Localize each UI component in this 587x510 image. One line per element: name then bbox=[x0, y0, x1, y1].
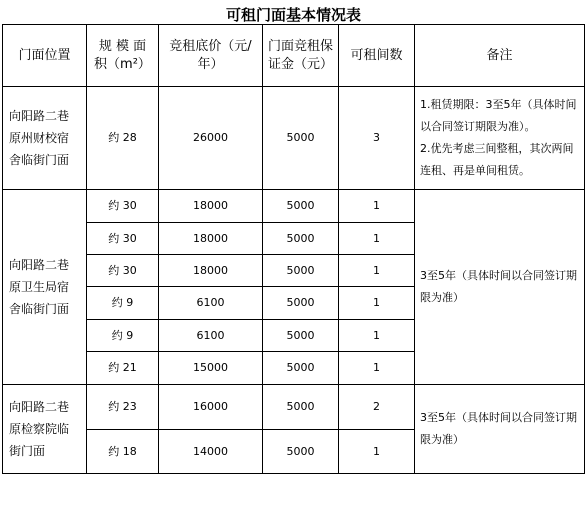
deposit-cell: 5000 bbox=[263, 430, 339, 474]
area-cell: 约 23 bbox=[87, 385, 159, 430]
price-cell: 18000 bbox=[159, 255, 263, 287]
area-cell: 约 21 bbox=[87, 352, 159, 385]
count-cell: 1 bbox=[339, 430, 415, 474]
table-title: 可租门面基本情况表 bbox=[225, 6, 361, 24]
header-location: 门面位置 bbox=[3, 25, 87, 87]
table-row bbox=[3, 87, 585, 190]
price-cell: 15000 bbox=[159, 352, 263, 385]
price-cell: 18000 bbox=[159, 190, 263, 223]
area-cell: 约 30 bbox=[87, 190, 159, 223]
remark-line: 2.优先考虑三间整租，其次两间连租、再是单间租赁。 bbox=[420, 142, 574, 177]
deposit-cell: 5000 bbox=[263, 287, 339, 320]
header-price: 竞租底价（元/年） bbox=[159, 25, 263, 87]
remark-line: 3至5年（具体时间以合同签订期限为准） bbox=[420, 269, 577, 304]
count-cell: 3 bbox=[339, 87, 415, 190]
price-cell: 6100 bbox=[159, 320, 263, 352]
rental-table bbox=[2, 24, 585, 474]
remark-line: 3至5年（具体时间以合同签订期限为准） bbox=[420, 411, 577, 446]
price-cell: 26000 bbox=[159, 87, 263, 190]
location-cell: 向阳路二巷原州财校宿舍临街门面 bbox=[3, 87, 87, 190]
deposit-cell: 5000 bbox=[263, 255, 339, 287]
deposit-cell: 5000 bbox=[263, 352, 339, 385]
header-count: 可租间数 bbox=[339, 25, 415, 87]
deposit-cell: 5000 bbox=[263, 190, 339, 223]
area-cell: 约 30 bbox=[87, 223, 159, 255]
price-cell: 16000 bbox=[159, 385, 263, 430]
area-cell: 约 9 bbox=[87, 320, 159, 352]
count-cell: 1 bbox=[339, 255, 415, 287]
header-row bbox=[3, 25, 585, 87]
area-cell: 约 9 bbox=[87, 287, 159, 320]
deposit-cell: 5000 bbox=[263, 87, 339, 190]
area-cell: 约 28 bbox=[87, 87, 159, 190]
deposit-cell: 5000 bbox=[263, 385, 339, 430]
location-cell: 向阳路二巷原检察院临街门面 bbox=[3, 385, 87, 474]
count-cell: 1 bbox=[339, 190, 415, 223]
count-cell: 1 bbox=[339, 352, 415, 385]
count-cell: 2 bbox=[339, 385, 415, 430]
price-cell: 6100 bbox=[159, 287, 263, 320]
area-cell: 约 30 bbox=[87, 255, 159, 287]
remark-cell bbox=[415, 385, 585, 474]
table-row bbox=[3, 385, 585, 430]
table-row bbox=[3, 190, 585, 223]
count-cell: 1 bbox=[339, 320, 415, 352]
remark-line: 1.租赁期限：3至5年（具体时间以合同签订期限为准）。 bbox=[420, 98, 577, 133]
remark-cell bbox=[415, 190, 585, 385]
remark-cell bbox=[415, 87, 585, 190]
location-cell: 向阳路二巷原卫生局宿舍临街门面 bbox=[3, 190, 87, 385]
header-remark: 备注 bbox=[415, 25, 585, 87]
count-cell: 1 bbox=[339, 287, 415, 320]
price-cell: 18000 bbox=[159, 223, 263, 255]
price-cell: 14000 bbox=[159, 430, 263, 474]
header-deposit: 门面竞租保证金（元） bbox=[263, 25, 339, 87]
header-area: 规 模 面 积（m²） bbox=[87, 25, 159, 87]
count-cell: 1 bbox=[339, 223, 415, 255]
area-cell: 约 18 bbox=[87, 430, 159, 474]
deposit-cell: 5000 bbox=[263, 320, 339, 352]
deposit-cell: 5000 bbox=[263, 223, 339, 255]
